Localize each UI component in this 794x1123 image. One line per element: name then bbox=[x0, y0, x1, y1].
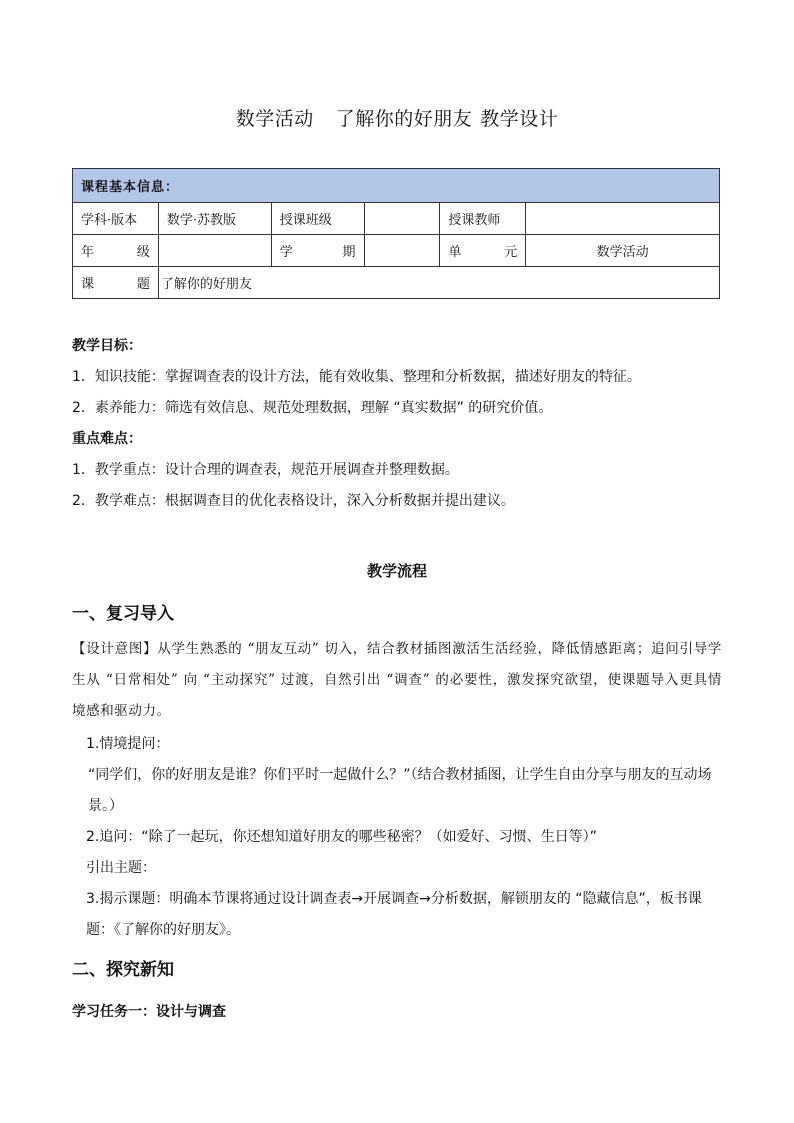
class-value bbox=[364, 203, 440, 235]
step2-text: 2.追问：“除了一起玩，你还想知道好朋友的哪些秘密？（如爱好、习惯、生日等）” bbox=[86, 829, 597, 845]
subject-value: 数学·苏教版 bbox=[158, 203, 271, 235]
term-value bbox=[364, 235, 440, 267]
title-part-2: 了解你的好朋友 bbox=[335, 108, 473, 130]
grade-label: 年 级 bbox=[73, 235, 159, 267]
objectives-heading: 教学目标： bbox=[72, 338, 142, 354]
table-row bbox=[73, 235, 720, 267]
objectives-section bbox=[72, 331, 722, 517]
key-points-heading: 重点难点： bbox=[72, 431, 142, 447]
grade-value bbox=[158, 235, 271, 267]
topic-value: 了解你的好朋友 bbox=[158, 267, 719, 299]
step3-text: 3.揭示课题：明确本节课将通过设计调查表→开展调查→分析数据，解锁朋友的 “隐藏信息”，板书课题：《了解你的好朋友》。 bbox=[86, 891, 702, 938]
section2-heading: 二、探究新知 bbox=[72, 960, 174, 980]
page-title bbox=[0, 104, 794, 131]
step1-title: 1.情境提问： bbox=[86, 736, 170, 752]
class-label: 授课班级 bbox=[271, 203, 364, 235]
key-point-item: 2．教学难点：根据调查目的优化表格设计，深入分析数据并提出建议。 bbox=[72, 493, 515, 509]
task1-heading: 学习任务一：设计与调查 bbox=[72, 1004, 226, 1020]
table-header: 课程基本信息： bbox=[73, 169, 720, 203]
intro-steps bbox=[86, 729, 726, 946]
step2-continuation: 引出主题： bbox=[86, 860, 156, 876]
unit-value: 数学活动 bbox=[526, 235, 720, 267]
key-point-item: 1．教学重点：设计合理的调查表，规范开展调查并整理数据。 bbox=[72, 462, 459, 478]
teacher-value bbox=[526, 203, 720, 235]
teacher-label: 授课教师 bbox=[440, 203, 526, 235]
objective-item: 1．知识技能：掌握调查表的设计方法，能有效收集、整理和分析数据，描述好朋友的特征。 bbox=[72, 369, 641, 385]
section1-heading: 一、复习导入 bbox=[72, 604, 174, 624]
unit-label: 单 元 bbox=[440, 235, 526, 267]
title-part-3: 教学设计 bbox=[480, 108, 559, 130]
subject-label: 学科·版本 bbox=[73, 203, 159, 235]
title-part-1: 数学活动 bbox=[235, 108, 314, 130]
flow-title: 教学流程 bbox=[366, 562, 427, 580]
table-row bbox=[73, 267, 720, 299]
step1-text: “同学们，你的好朋友是谁？你们平时一起做什么？”（结合教材插图，让学生自由分享与朋友的互动场景。） bbox=[88, 767, 712, 814]
objective-item: 2．素养能力：筛选有效信息、规范处理数据，理解 “真实数据” 的研究价值。 bbox=[72, 400, 553, 416]
design-intent: 【设计意图】从学生熟悉的 “朋友互动” 切入，结合教材插图激活生活经验，降低情感距离；追问引导学生从 “日常相处” 向 “主动探究” 过渡，自然引出 “调查” 的必要性，激发探究欲望，使课题导入更具情境感和驱动力。 bbox=[72, 641, 722, 719]
table-row bbox=[73, 203, 720, 235]
topic-label: 课 题 bbox=[73, 267, 159, 299]
term-label: 学 期 bbox=[271, 235, 364, 267]
course-info-table bbox=[72, 168, 720, 299]
table-header-row bbox=[73, 169, 720, 203]
